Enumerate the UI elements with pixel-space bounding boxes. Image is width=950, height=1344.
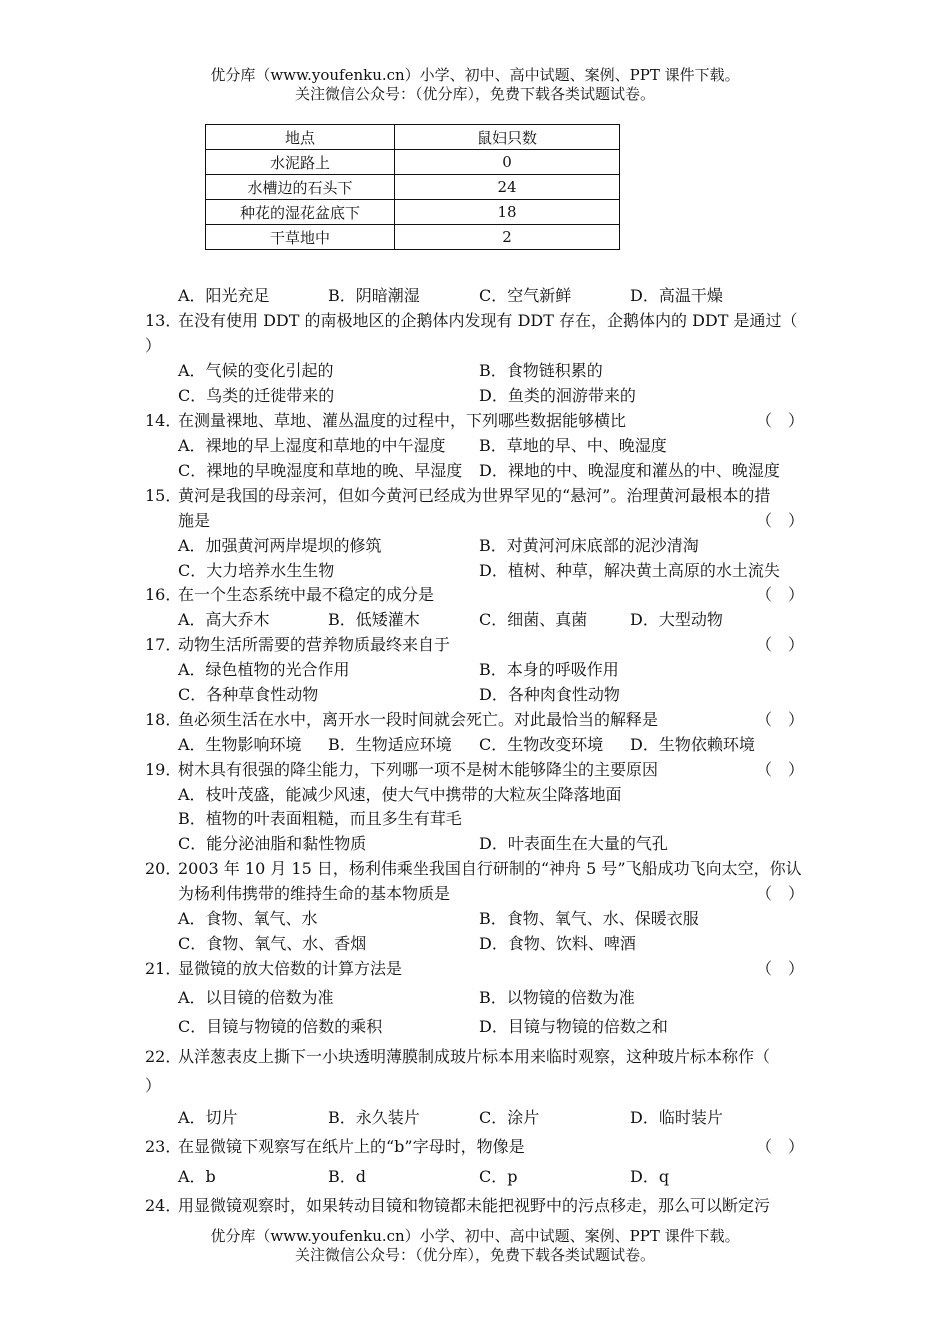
q19-option-a-row [0, 782, 950, 807]
q13-number: 13． [145, 311, 182, 330]
q14-stem [0, 408, 950, 433]
q12-option-a: A．阳光充足 [178, 286, 270, 305]
q19-text: 树木具有很强的降尘能力，下列哪一项不是树木能够降尘的主要原因 [178, 760, 659, 779]
q17-answer-paren: （ ） [756, 635, 805, 654]
q22-stem-cont [0, 1073, 950, 1098]
table-cell-count: 0 [395, 150, 620, 175]
q19-option-d: D．叶表面生在大量的气孔 [479, 834, 668, 853]
table-row [206, 200, 620, 225]
q13-options-row1 [0, 358, 950, 383]
q23-text: 在显微镜下观察写在纸片上的“b”字母时，物像是 [178, 1137, 525, 1156]
q15-text-cont: 施是 [178, 511, 211, 530]
table-cell-place: 水泥路上 [206, 150, 395, 175]
table-cell-place: 干草地中 [206, 225, 395, 250]
q23-option-d: D．q [630, 1167, 670, 1186]
q13-stem-cont [0, 333, 950, 358]
q19-options-row3 [0, 831, 950, 856]
q20-number: 20． [145, 859, 182, 878]
q14-option-a: A．裸地的早上湿度和草地的中午湿度 [178, 436, 446, 455]
q15-option-a: A．加强黄河两岸堤坝的修筑 [178, 536, 382, 555]
q15-options-row1 [0, 533, 950, 558]
q14-options-row2 [0, 458, 950, 483]
q20-text: 2003 年 10 月 15 日，杨利伟乘坐我国自行研制的“神舟 5 号”飞船成功飞向太空，你认 [178, 859, 802, 878]
q15-stem-cont [0, 508, 950, 533]
q23-option-a: A．b [178, 1167, 216, 1186]
q22-option-d: D．临时装片 [630, 1108, 723, 1127]
q13-stem [0, 308, 950, 333]
q18-option-a: A．生物影响环境 [178, 735, 302, 754]
q20-options-row1 [0, 906, 950, 931]
q18-text: 鱼必须生活在水中，离开水一段时间就会死亡。对此最恰当的解释是 [178, 710, 659, 729]
q16-option-b: B．低矮灌木 [328, 610, 420, 629]
table-cell-count: 24 [395, 175, 620, 200]
q20-option-b: B．食物、氧气、水、保暖衣服 [479, 909, 699, 928]
q14-option-b: B．草地的早、中、晚湿度 [479, 436, 667, 455]
q24-stem [0, 1193, 950, 1218]
q17-option-a: A．绿色植物的光合作用 [178, 660, 350, 679]
q23-option-b: B．d [328, 1167, 367, 1186]
page-header [0, 66, 950, 104]
table-row [206, 150, 620, 175]
page-footer [0, 1227, 950, 1265]
q14-text: 在测量裸地、草地、灌丛温度的过程中，下列哪些数据能够横比 [178, 411, 627, 430]
q17-text: 动物生活所需要的营养物质最终来自于 [178, 635, 451, 654]
q18-stem [0, 707, 950, 732]
q14-number: 14． [145, 411, 182, 430]
q13-option-b: B．食物链积累的 [479, 361, 603, 380]
q14-option-c: C．裸地的早晚湿度和草地的晚、早湿度 [178, 461, 463, 480]
q17-options-row1 [0, 657, 950, 682]
q20-stem [0, 856, 950, 881]
q15-text: 黄河是我国的母亲河，但如今黄河已经成为世界罕见的“悬河”。治理黄河最根本的措 [178, 486, 771, 505]
q23-options [0, 1164, 950, 1189]
q21-answer-paren: （ ） [756, 959, 805, 978]
q20-option-d: D．食物、饮料、啤酒 [479, 934, 636, 953]
q13-paren-close: ） [145, 336, 162, 355]
q18-options [0, 732, 950, 757]
q18-option-d: D．生物依赖环境 [630, 735, 755, 754]
q22-text: 从洋葱表皮上撕下一小块透明薄膜制成玻片标本用来临时观察，这种玻片标本称作（ [178, 1047, 771, 1066]
q21-option-b: B．以物镜的倍数为准 [479, 988, 635, 1007]
q20-stem-cont [0, 881, 950, 906]
table-cell-place: 水槽边的石头下 [206, 175, 395, 200]
q16-answer-paren: （ ） [756, 585, 805, 604]
q22-paren-close: ） [145, 1076, 162, 1095]
header-line-2: 关注微信公众号：（优分库），免费下载各类试题试卷。 [294, 85, 655, 103]
table-row [206, 225, 620, 250]
q19-option-a: A．枝叶茂盛，能减少风速，使大气中携带的大粒灰尘降落地面 [178, 785, 622, 804]
q19-number: 19． [145, 760, 182, 779]
q14-option-d: D．裸地的中、晚湿度和灌丛的中、晚湿度 [479, 461, 780, 480]
q20-option-c: C．食物、氧气、水、香烟 [178, 934, 367, 953]
table-header-place: 地点 [206, 125, 395, 150]
q21-number: 21． [145, 959, 182, 978]
q17-stem [0, 632, 950, 657]
q13-text: 在没有使用 DDT 的南极地区的企鹅体内发现有 DDT 存在，企鹅体内的 DDT 是通过（ [178, 311, 798, 330]
q17-option-b: B．本身的呼吸作用 [479, 660, 619, 679]
q14-options-row1 [0, 433, 950, 458]
q18-answer-paren: （ ） [756, 710, 805, 729]
q13-options-row2 [0, 383, 950, 408]
q16-option-d: D．大型动物 [630, 610, 723, 629]
q21-option-c: C．目镜与物镜的倍数的乘积 [178, 1017, 383, 1036]
q16-text: 在一个生态系统中最不稳定的成分是 [178, 585, 435, 604]
q12-option-b: B．阴暗潮湿 [328, 286, 420, 305]
q24-text: 用显微镜观察时，如果转动目镜和物镜都未能把视野中的污点移走，那么可以断定污 [178, 1196, 771, 1215]
header-line-1: 优分库（www.youfenku.cn）小学、初中、高中试题、案例、PPT 课件下载。 [210, 66, 740, 84]
q16-stem [0, 582, 950, 607]
table-header-count: 鼠妇只数 [395, 125, 620, 150]
q19-option-b: B．植物的叶表面粗糙，而且多生有茸毛 [178, 809, 462, 828]
q18-option-b: B．生物适应环境 [328, 735, 452, 754]
q21-options-row2 [0, 1014, 950, 1039]
q13-option-d: D．鱼类的洄游带来的 [479, 386, 636, 405]
q23-stem [0, 1134, 950, 1159]
q15-option-b: B．对黄河河床底部的泥沙清淘 [479, 536, 699, 555]
q17-option-d: D．各种肉食性动物 [479, 685, 620, 704]
q14-answer-paren: （ ） [756, 411, 805, 430]
q21-option-d: D．目镜与物镜的倍数之和 [479, 1017, 668, 1036]
q17-option-c: C．各种草食性动物 [178, 685, 319, 704]
q13-option-a: A．气候的变化引起的 [178, 361, 334, 380]
woodlouse-count-table [205, 124, 620, 250]
table-cell-place: 种花的湿花盆底下 [206, 200, 395, 225]
q22-options [0, 1105, 950, 1130]
q16-option-a: A．高大乔木 [178, 610, 270, 629]
q21-text: 显微镜的放大倍数的计算方法是 [178, 959, 403, 978]
table-cell-count: 2 [395, 225, 620, 250]
q22-option-c: C．涂片 [479, 1108, 540, 1127]
q22-option-b: B．永久装片 [328, 1108, 420, 1127]
q12-option-c: C．空气新鲜 [479, 286, 572, 305]
footer-line-2: 关注微信公众号：（优分库），免费下载各类试题试卷。 [294, 1246, 655, 1264]
q19-stem [0, 757, 950, 782]
q24-number: 24． [145, 1196, 182, 1215]
q22-option-a: A．切片 [178, 1108, 238, 1127]
q18-number: 18． [145, 710, 182, 729]
q20-text-cont: 为杨利伟携带的维持生命的基本物质是 [178, 884, 451, 903]
q12-option-d: D．高温干燥 [630, 286, 723, 305]
q15-option-d: D．植树、种草，解决黄土高原的水土流失 [479, 561, 780, 580]
q16-options [0, 607, 950, 632]
q21-option-a: A．以目镜的倍数为准 [178, 988, 334, 1007]
q13-option-c: C．鸟类的迁徙带来的 [178, 386, 335, 405]
q15-stem [0, 483, 950, 508]
q12-options [0, 283, 950, 308]
q20-option-a: A．食物、氧气、水 [178, 909, 318, 928]
q22-number: 22． [145, 1047, 182, 1066]
q16-number: 16． [145, 585, 182, 604]
q15-options-row2 [0, 558, 950, 583]
table-header-row [206, 125, 620, 150]
q19-option-c: C．能分泌油脂和黏性物质 [178, 834, 367, 853]
q17-options-row2 [0, 682, 950, 707]
q15-number: 15． [145, 486, 182, 505]
q23-answer-paren: （ ） [756, 1137, 805, 1156]
q22-stem [0, 1044, 950, 1069]
footer-line-1: 优分库（www.youfenku.cn）小学、初中、高中试题、案例、PPT 课件下载。 [210, 1227, 740, 1245]
q16-option-c: C．细菌、真菌 [479, 610, 588, 629]
q21-stem [0, 956, 950, 981]
q19-option-b-row [0, 806, 950, 831]
q15-option-c: C．大力培养水生生物 [178, 561, 335, 580]
q17-number: 17． [145, 635, 182, 654]
q19-answer-paren: （ ） [756, 760, 805, 779]
q23-option-c: C．p [479, 1167, 518, 1186]
q23-number: 23． [145, 1137, 182, 1156]
q21-options-row1 [0, 985, 950, 1010]
table-row [206, 175, 620, 200]
q18-option-c: C．生物改变环境 [479, 735, 604, 754]
q15-answer-paren: （ ） [756, 511, 805, 530]
table-cell-count: 18 [395, 200, 620, 225]
q20-answer-paren: （ ） [756, 884, 805, 903]
q20-options-row2 [0, 931, 950, 956]
